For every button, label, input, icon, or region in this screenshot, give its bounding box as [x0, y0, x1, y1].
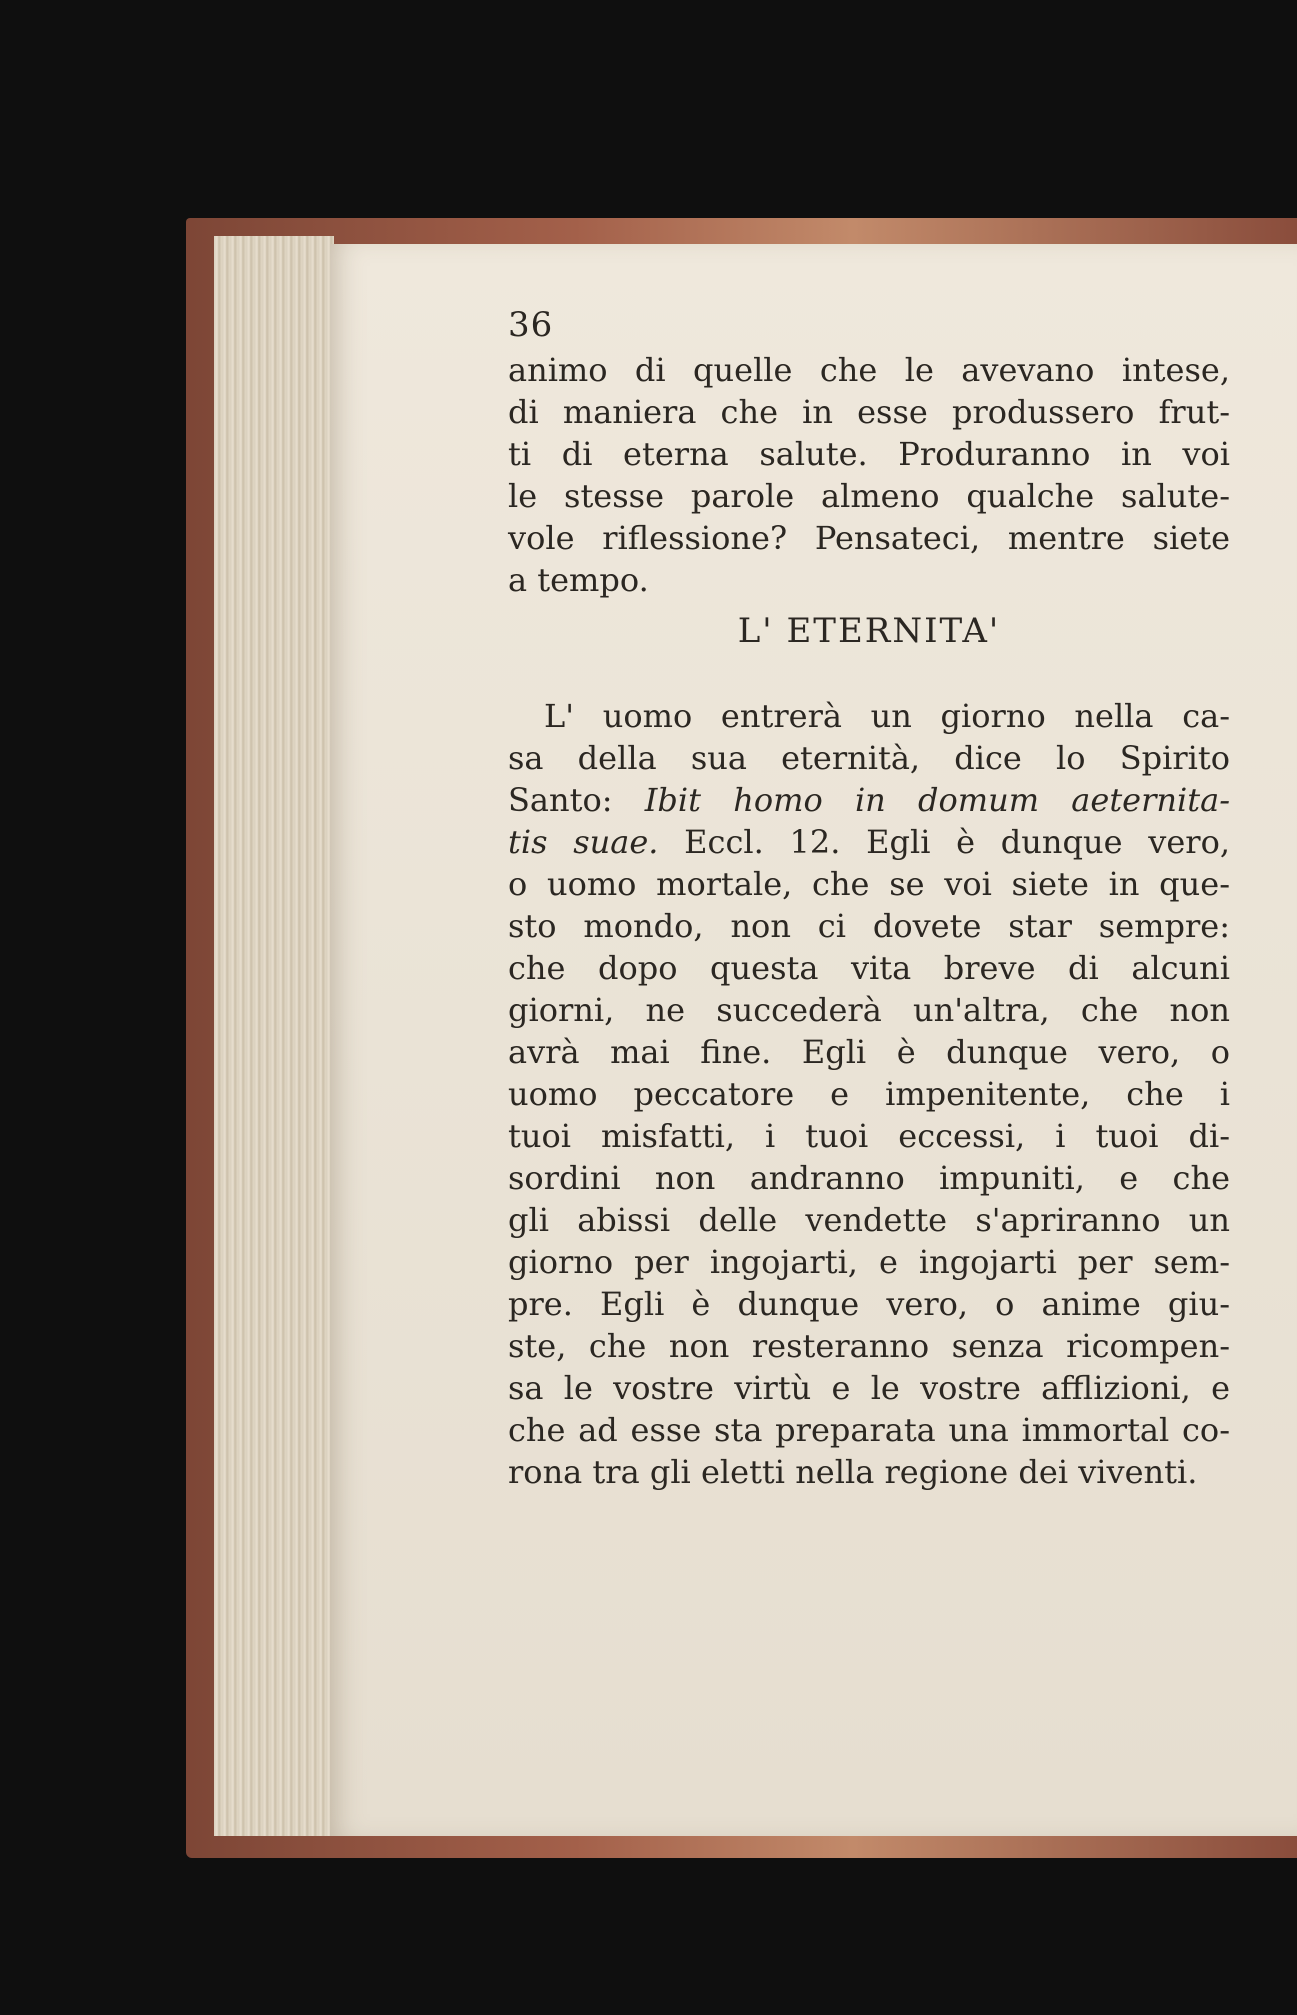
text-line: avrà mai fine. Egli è dunque vero, o	[508, 1033, 1230, 1071]
text-line: le stesse parole almeno qualche salute-	[508, 477, 1230, 515]
text-line: di maniera che in esse produssero frut-	[508, 393, 1230, 431]
text-line: rona tra gli eletti nella regione dei viventi.	[508, 1453, 1198, 1491]
latin-quote: tis suae.	[508, 823, 659, 861]
text-line: sto mondo, non ci dovete star sempre:	[508, 907, 1230, 945]
text-line: pre. Egli è dunque vero, o anime giu-	[508, 1285, 1230, 1323]
text-run: Santo:	[508, 781, 645, 819]
text-line: ti di eterna salute. Produranno in voi	[508, 435, 1230, 473]
text-line: sa della sua eternità, dice lo Spirito	[508, 739, 1230, 777]
text-line	[508, 821, 1230, 863]
text-run: Eccl. 12. Egli è dunque vero,	[658, 823, 1230, 861]
text-line: ste, che non resteranno senza ricompen-	[508, 1327, 1230, 1365]
text-line: o uomo mortale, che se voi siete in que-	[508, 865, 1230, 903]
page-text	[508, 305, 1230, 1493]
latin-quote: Ibit homo in domum aeternita-	[644, 781, 1231, 819]
text-line: a tempo.	[508, 561, 649, 599]
text-line: animo di quelle che le avevano intese,	[508, 351, 1230, 389]
text-line: uomo peccatore e impenitente, che i	[508, 1075, 1230, 1113]
text-line: giorni, ne succederà un'altra, che non	[508, 991, 1230, 1029]
text-line: tuoi misfatti, i tuoi eccessi, i tuoi di-	[508, 1117, 1230, 1155]
text-line: che dopo questa vita breve di alcuni	[508, 949, 1230, 987]
text-line: giorno per ingojarti, e ingojarti per sem-	[508, 1243, 1230, 1281]
page-number: 36	[508, 305, 554, 345]
text-line: vole riflessione? Pensateci, mentre siete	[508, 519, 1230, 557]
text-line: che ad esse sta preparata una immortal co-	[508, 1411, 1230, 1449]
text-line: sa le vostre virtù e le vostre afflizioni, e	[508, 1369, 1230, 1407]
section-heading: L' ETERNITA'	[737, 611, 1001, 651]
text-line: sordini non andranno impuniti, e che	[508, 1159, 1230, 1197]
page-edges	[214, 236, 334, 1836]
text-line: gli abissi delle vendette s'apriranno un	[508, 1201, 1230, 1239]
text-line	[508, 779, 1230, 821]
text-line: L' uomo entrerà un giorno nella ca-	[544, 697, 1230, 735]
